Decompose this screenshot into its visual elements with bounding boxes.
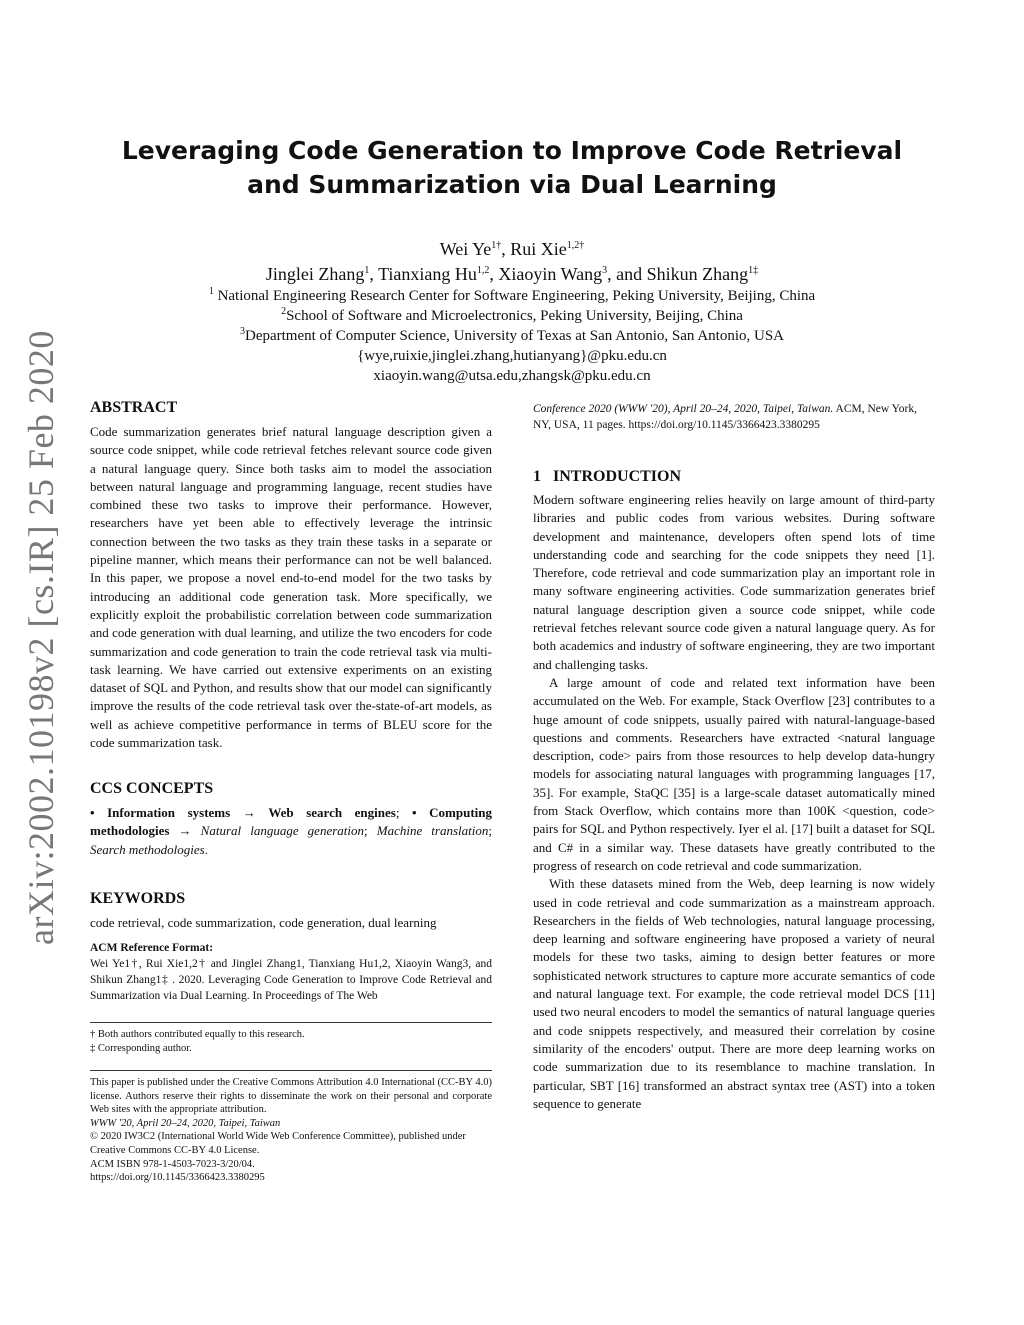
ccs-concept: Search methodologies <box>90 841 205 857</box>
footnote: ‡ Corresponding author. <box>90 1042 192 1054</box>
email-line[interactable]: xiaoyin.wang@utsa.edu,zhangsk@pku.edu.cn <box>373 368 651 384</box>
author-sup: 1,2† <box>566 240 585 251</box>
author-line-1: Wei $Ye^{1\dagger}$, Rui Xie$^{1,2\dagger}$ <box>439 239 585 259</box>
ccs-arrow: → <box>169 823 201 839</box>
introduction-section <box>533 466 935 1113</box>
author-name: Tianxiang Hu <box>378 264 477 284</box>
affiliation-line <box>100 286 924 306</box>
paper-title: Leveraging Code Generation to Improve Code Retrieval and Summarization via Dual Learning <box>121 136 903 199</box>
author-name: Xiaoyin Wang <box>498 264 603 284</box>
affiliation-line <box>100 306 924 326</box>
affiliation-text: Department of Computer Science, University of Texas at San Antonio, San Antonio, USA <box>244 328 784 344</box>
author-name: Wei Ye <box>439 239 492 259</box>
arxiv-identifier: arXiv:2002.10198v2 [cs.IR] 25 Feb 2020 <box>21 330 61 945</box>
affiliation-block <box>100 286 924 386</box>
ccs-concept: • Information systems <box>90 805 231 820</box>
introduction-heading: 1 INTRODUCTION <box>533 468 682 485</box>
introduction-paragraph: With these datasets mined from the Web, deep learning is now widely used in code retrieval and code summarization as a mainstream approach. Researchers in the fields of Web technologies, natural language processing, deep learning and software engineering have proposed a variety of neural models for these two tasks, aiming to design better features or more sophisticated network structures to capture more accurate semantics of code and natural language text. For example, the code retrieval model DCS [11] used two neural encoders to model the semantics of natural language queries and code snippets respectively, and measured their correlation by cosine similarity of the encoders' output. There are more deep learning works on code summarization due to its resemblance to machine translation. In particular, SBT [16] transformed an abstract syntax tree (AST) into a token sequence to generate <box>533 876 935 1111</box>
footnote: † Both authors contributed equally to this research. <box>90 1029 305 1040</box>
footnote-rule <box>90 1022 492 1023</box>
author-block <box>100 237 924 287</box>
author-line-2: Jinglei Zhang$^1$, Tianxiang Hu$^{1,2}$, Xiaoyin Wang$^3$, and Shikun Zhang$^{1\ddagger}$ <box>265 264 759 284</box>
author-name: Rui Xie <box>510 239 567 259</box>
conference-name: Conference 2020 (WWW '20), April 20–24, 2020, Taipei, Taiwan. <box>533 403 834 415</box>
license-text: This paper is published under the Creative Commons Attribution 4.0 International (CC-BY 4.0) license. Authors reserve their rights to disseminate the work on their personal and corporate Web sites with the appropriate attribution. <box>90 1077 492 1116</box>
affiliation-sup: 2 <box>281 306 287 317</box>
affiliation-sup: 3 <box>239 326 245 337</box>
author-name: and Shikun Zhang <box>616 264 749 284</box>
abstract-text: Code summarization generates brief natural language description given a source code snippet, while code retrieval fetches relevant source code given a natural language query. Since both tasks aim to model the association between natural language and programming language, recent studies have combined these two tasks to improve their performance. However, researchers have yet been able to effectively leverage the intrinsic connection between the two tasks as they train these tasks in a separate or pipeline manner, which means their performance can not be well balanced. In this paper, we propose a novel end-to-end model for the two tasks by introducing an additional code generation task. More specifically, we explicitly exploit the probabilistic correlation between code summarization and code generation with dual learning, and utilize the two encoders for code summarization and code generation to train the code retrieval task via multi-task learning. We have carried out extensive experiments on an existing dataset of SQL and Python, and results show that our model can significantly improve the results of the code retrieval task over the-state-of-art models, as well as achieve competitive performance in terms of BLEU score for the code summarization task. <box>90 424 492 751</box>
author-sup: 1† <box>491 240 502 251</box>
acm-reference-section <box>90 940 492 1004</box>
ccs-arrow: → <box>230 805 269 820</box>
abstract-heading: ABSTRACT <box>90 399 178 416</box>
keywords-section <box>90 888 492 932</box>
ccs-separator: ; <box>364 823 377 839</box>
author-sup: 1 <box>364 265 370 276</box>
author-sup: 3 <box>602 265 608 276</box>
introduction-paragraph: Modern software engineering relies heavily on large amount of third-party libraries and public codes from various websites. During software development and maintenance, developers often spend lots of time understanding code and searching for the code snippets they need [1]. Therefore, code retrieval and code summarization play an important role in many software engineering activities. Code summarization generates brief natural language description given a source code snippet, while code retrieval fetches relevant source code given a natural language query. As for both academics and industry of software engineering, they are two important and challenging tasks. <box>533 492 935 672</box>
license-rule <box>90 1070 492 1071</box>
affiliation-line <box>100 326 924 346</box>
conference-details: ACM, New York, NY, USA, 11 pages. https://doi.org/10.1145/3366423.3380295 <box>533 403 918 431</box>
conference-continuation <box>533 401 935 433</box>
email-line[interactable]: {wye,ruixie,jinglei.zhang,hutianyang}@pku.edu.cn <box>357 348 667 364</box>
acm-reference-text: Wei Ye1†, Rui Xie1,2† and Jinglei Zhang1, Tianxiang Hu1,2, Xiaoyin Wang3, and Shikun Zhang1‡ . 2020. Leveraging Code Generation to Improve Code Retrieval and Summarization via Dual Learning. In Proceedings of The Web <box>90 958 492 1002</box>
ccs-heading: CCS CONCEPTS <box>90 780 214 797</box>
ccs-section <box>90 778 492 859</box>
author-sup: 1‡ <box>748 265 759 276</box>
license-isbn: ACM ISBN 978-1-4503-7023-3/20/04. <box>90 1158 255 1170</box>
affiliation-text: School of Software and Microelectronics, Peking University, Beijing, China <box>286 308 743 324</box>
affiliation-text: National Engineering Research Center for Software Engineering, Peking University, Beijing, China <box>213 288 816 304</box>
author-sup: 1,2 <box>476 265 490 276</box>
keywords-text: code retrieval, code summarization, code generation, dual learning <box>90 915 437 930</box>
affiliation-sup: 1 <box>208 286 214 297</box>
license-block <box>90 1070 492 1185</box>
ccs-text <box>90 804 492 859</box>
ccs-separator: ; <box>488 823 493 839</box>
ccs-concept: Machine translation <box>376 823 489 839</box>
acm-reference-heading: ACM Reference Format: <box>90 942 214 954</box>
introduction-paragraph: A large amount of code and related text information have been accumulated on the Web. For example, Stack Overflow [23] contributes to a huge amount of code snippets, usually paired with natural-language-based questions and comments. Researchers have extracted <natural language description, code> pairs from those resources to help develop data-hungry models for associating natural languages with programming languages [17, 35]. For example, StaQC [35] is a large-scale dataset automatically mined from Stack Overflow, which contains more than 100K <question, code> pairs for SQL and Python respectively. Iyer el al. [17] built a dataset for SQL and C# in a similar way. These datasets have greatly contributed to the progress of research on code retrieval and code summarization. <box>533 674 935 873</box>
ccs-separator: ; <box>395 805 413 820</box>
ccs-concept: • Computing methodologies <box>90 805 492 839</box>
footnotes-block <box>90 1022 492 1055</box>
ccs-concept: Web search engines <box>268 805 396 820</box>
ccs-concept: Natural language generation <box>200 823 365 839</box>
author-name: Jinglei Zhang <box>265 264 365 284</box>
keywords-heading: KEYWORDS <box>90 890 186 907</box>
license-doi[interactable]: https://doi.org/10.1145/3366423.3380295 <box>90 1172 265 1184</box>
ccs-end: . <box>204 841 208 857</box>
abstract-section <box>90 397 492 752</box>
license-venue: WWW '20, April 20–24, 2020, Taipei, Taiwan <box>90 1117 281 1129</box>
license-copyright: © 2020 IW3C2 (International World Wide Web Conference Committee), published under Creative Commons CC-BY 4.0 License. <box>90 1131 466 1156</box>
